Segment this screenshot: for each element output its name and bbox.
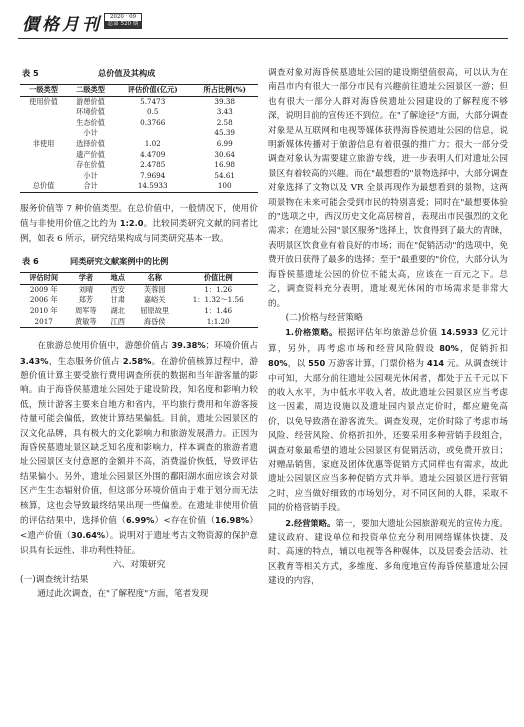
table-cell: 2017: [34, 316, 53, 326]
left-column: [20, 66, 258, 601]
table5-header: 一级类型: [29, 85, 58, 94]
table6-header: 价值比例: [203, 273, 233, 283]
table-row: [20, 150, 258, 161]
table6-header-row: [20, 273, 258, 285]
table6-label: 表 6: [22, 256, 39, 267]
table-cell: 39.38: [214, 96, 235, 106]
masthead: [18, 8, 508, 42]
bold-text: 2.58%: [122, 355, 152, 366]
table-cell: 西安: [110, 284, 125, 294]
table-cell: 45.39: [214, 128, 235, 138]
year-issue: 2020 · 09: [109, 14, 137, 20]
table-cell: 合计: [83, 181, 98, 191]
bold-text: 6.99%: [125, 515, 155, 525]
bold-text: 14.5933: [440, 327, 479, 338]
bold-text: 80%: [268, 358, 288, 369]
header-rule: [18, 38, 508, 39]
bold-text: 414: [427, 358, 445, 369]
table-cell: 1：1.26: [204, 284, 233, 294]
paragraph: 调查对象对海昏侯墓遗址公园的建设期望值很高，可以认为在南昌市内有很大一部分市民有兴趣前往遗址公园景区一游；但也有很大一部分人群对海昏侯遗址公园建设的了解程度不够深，说明目前的宣传还不到位。在"了解途径"方面，大部分调查对象是从互联网和电视等媒体获得海昏侯遗址公园的信息，说明新媒体传播对于旅游信息有着很强的推广力；很大一部分受调查对象认为需要建立旅游专线，进一步表明人们对遗址公园景区有着较高的兴趣。而在"最想看的"景物选择中，大部分调查对象选择了文物以及 VR 全景再现作为最想看到的景物，这两项景物在未来可能会受到市民的特别喜爱；同时在"最想要体验的"选项之中，西汉历史文化高居榜首，表现出市民强烈的文化需求；在遗址公园"景区服务"选择上，饮食得到了最大的青睐，表明景区饮食业有着良好的市场；而在"促销活动"的选项中，免费开放日获得了最多的选择；至于"最重要的"价位，大部分认为海昏侯墓遗址公园的价位不能太高，应该在一百元之下。总之，调查资料充分表明，遗址观光休闲的市场需求是非常大的。: [268, 68, 508, 309]
text: 。比较同类研究文献的同者比例，如表 6 所示，研究结果构成与同类研究基本一致。: [20, 219, 258, 244]
table-cell: 2.58: [216, 117, 233, 127]
table-cell: 甘肃: [110, 295, 125, 305]
text: 根据评估年均旅游总价值: [337, 328, 441, 339]
table6: [20, 272, 258, 328]
table-cell: 海昏侯: [143, 316, 166, 326]
table-cell: 6.99: [216, 138, 233, 148]
table5-header-row: [20, 85, 258, 97]
bold-text: 1:2.0: [119, 218, 144, 229]
table5: [20, 84, 258, 193]
table-cell: 生态价值: [76, 117, 105, 127]
table-cell: [20, 171, 67, 182]
text: 第一，要加大遗址公园旅游观光的宣传力度。建议政府、建设单位和投资单位充分利用网络媒体快捷、及时、高速的特点，辅以电视等各种媒体，以及居委会活动、社区教育等相关方式，多维度、多角度地宣传海昏侯墓遗址公园建设的内容，: [268, 518, 508, 587]
table-row: [20, 139, 258, 150]
table6-header: 评估时间: [29, 273, 59, 283]
table-cell: 2006 年: [29, 295, 58, 305]
table-cell: 0.3766: [140, 117, 166, 127]
text: 。在游价值核算过程中，游憩价值计算主要受旅行费用调查所获的数据和当年游客量的影响。由于海昏侯墓遗址公园处于建设阶段，知名度和影响力较低，预计游客主要来自地方和省内，平均旅行费用和年游客接待量可能会偏低，致使计算结果偏低。目前，遗址公园景区的汉文化品牌，具有极大的文化影响力和旅游发展潜力。正因为海昏侯墓遗址景区缺乏知名度和影响力，样本调查的旅游者遗址公园景区支付意愿的金额并不高，消费溢价恢低，导致评估结果偏小。另外，遗址公园景区外围的鄱阳湖水面应该会对景区产生生态辐射价值，但这部分环境价值由于难于划分而无法核算，这也会导致最终结果出现一些偏差。在遗址非使用价值的评估结果中，选择价值（: [20, 356, 258, 526]
bold-text: 80%: [439, 342, 459, 353]
table-cell: 1：1.32～1.56: [192, 295, 244, 305]
table-cell: [20, 150, 67, 161]
table-cell: 7.9694: [140, 170, 166, 180]
table6-title: 同类研究文献案例中的比例: [70, 256, 169, 267]
table-cell: 54.61: [214, 170, 235, 180]
bold-text: 2.经营策略。: [285, 517, 336, 528]
table-cell: 游憩价值: [76, 96, 105, 106]
table-cell: 周军等: [75, 305, 97, 315]
table5-header: 评估价值(亿元): [127, 85, 178, 94]
table-cell: [114, 128, 191, 139]
text: ，生态服务价值占: [48, 356, 123, 367]
table-cell: 2.4785: [140, 160, 166, 170]
text: 服务价值等 7 种价值类型。在总价值中，一般情况下，使用价值与非使用价值之比约为: [20, 203, 258, 230]
table-cell: 1：1.46: [204, 305, 233, 315]
paragraph: [268, 516, 508, 589]
text: 元。从调查统计中可知，大部分前往遗址公园观光休闲者，都处于五千元以下的收入水平，为中低水平收入者，故此遗址公园景区应当考虑这一因素，周边设施以及遗址园内景点定价时，都应避免高价，以免导致潜在游客流失。调查发现，定价时除了考虑市场风险、经营风险、价格折扣外，还要采用多种营销手段组合，调查对象最希望的遗址公园景区有促销活动，或免费开放日；对赠品销售，家庭及团体优惠等促销方式同样也有需求，故此遗址公园景区应当多种促销方式并举。遗址公园景区进行营销之时，应当做好细致的市场划分，对不同区间的人群，采取不同的价格营销手段。: [268, 359, 509, 514]
table-cell: 1:1.20: [206, 316, 230, 326]
table-row: [20, 128, 258, 139]
table-cell: [20, 107, 67, 118]
table-cell: 环境价值: [76, 107, 105, 117]
table-cell: 黄敏等: [75, 316, 97, 326]
paragraph: [20, 338, 258, 558]
table-cell: 总价值: [32, 181, 55, 191]
table5-label: 表 5: [22, 68, 39, 78]
table6-caption: [20, 254, 258, 272]
text: ，促销折扣: [458, 343, 508, 354]
text: ；环境价值占: [205, 341, 258, 352]
right-column: [268, 66, 508, 589]
paragraph: 通过此次调查，在"了解程度"方面，笔者发现: [37, 589, 209, 600]
table6-header: 学者: [78, 273, 94, 283]
text: ，以: [287, 359, 309, 370]
table-cell: [20, 118, 67, 129]
section-heading: 六、对策研究: [112, 560, 166, 571]
table-cell: 非使用: [32, 138, 55, 148]
table-cell: [20, 160, 67, 171]
bold-text: 16.98%: [215, 515, 250, 525]
text: ）<存在价值（: [154, 516, 216, 526]
text: ）。说明对于遗址考古文物资源的保护意识具有长远性、非功利性特征。: [20, 531, 259, 556]
table-row: [20, 96, 258, 107]
text: 万游客计算，门票价格为: [325, 359, 428, 370]
table5-header: 二级类型: [76, 85, 105, 94]
table-cell: 嘉峪关: [143, 295, 166, 305]
bold-text: 3.43%: [20, 355, 49, 366]
table5-caption: [20, 66, 258, 84]
table-cell: [20, 128, 67, 139]
table-cell: 存在价值: [76, 160, 105, 170]
table-cell: 1.02: [144, 138, 161, 148]
table-cell: 2010 年: [29, 305, 58, 315]
text: 亿元计算，另外，再考虑市场和经营风险假设: [268, 328, 509, 354]
table-cell: 4.4709: [140, 149, 166, 159]
table-cell: 小计: [83, 170, 98, 180]
bold-text: 1.价格策略。: [285, 327, 338, 338]
table-cell: 刘晴: [78, 284, 94, 294]
table6-header: 地点: [110, 273, 125, 283]
table-row: [20, 160, 258, 171]
table-cell: 湖北: [110, 305, 125, 315]
paragraph: [268, 325, 508, 515]
table-cell: 郑芳: [78, 295, 94, 305]
table-cell: 遗产价值: [76, 149, 105, 159]
table-cell: 江西: [110, 316, 125, 326]
table-row: [20, 118, 258, 129]
bold-text: 30.64%: [71, 530, 106, 541]
table-cell: 100: [217, 181, 232, 191]
table-row: [20, 181, 258, 192]
table-row: [20, 284, 258, 295]
table-cell: 芙蓉园: [143, 284, 166, 294]
text: ）<遗产价值（: [20, 516, 258, 542]
table-cell: 16.98: [214, 160, 235, 170]
table-cell: 小计: [83, 128, 98, 138]
table-cell: 屈原故里: [140, 305, 170, 315]
total-issue: 总第 520 期: [105, 21, 141, 28]
table-cell: 使用价值: [29, 96, 58, 106]
table-cell: 选择价值: [76, 138, 105, 148]
table-row: [20, 107, 258, 118]
text: 在旅游总使用价值中，游憩价值占: [37, 341, 172, 352]
table5-title: 总价值及其构成: [98, 68, 156, 78]
table-cell: 30.64: [214, 149, 235, 159]
subsection-heading: (二)价格与经营策略: [285, 312, 363, 323]
subsection-heading: (一)调查统计结果: [20, 574, 89, 585]
table-row: [20, 317, 258, 328]
table-cell: 3.43: [216, 107, 233, 117]
table-row: [20, 295, 258, 306]
paragraph: [20, 202, 258, 246]
table-cell: 5.7473: [140, 96, 166, 106]
bold-text: 550: [308, 358, 326, 369]
issue-box: [104, 13, 142, 29]
table-cell: 2009 年: [29, 284, 58, 294]
table-cell: 0.5: [147, 107, 159, 117]
table-row: [20, 171, 258, 182]
bold-text: 39.38%: [171, 340, 206, 351]
table-cell: 14.5933: [137, 181, 168, 191]
table6-header: 名称: [147, 273, 162, 283]
table-row: [20, 306, 258, 317]
table5-header: 所占比例(%): [203, 85, 246, 94]
journal-title: 價格月刊: [22, 15, 102, 35]
